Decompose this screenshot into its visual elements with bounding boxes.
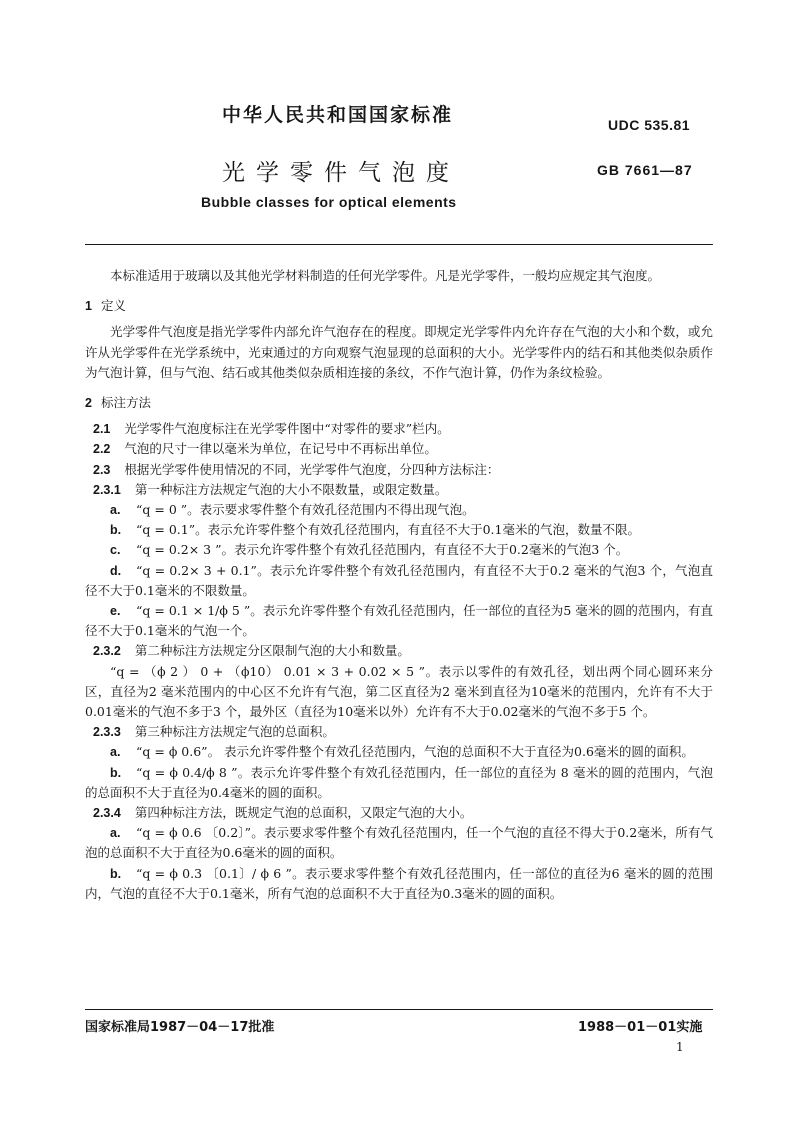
clause-number: 2.3 (93, 462, 111, 477)
clause-2-3-2-paragraph: “q = （ϕ 2 ） 0 + （ϕ10） 0.01 × 3 + 0.02 × 5 ”。表示以零件的有效孔径，划出两个同心圆环来分区，直径为2 毫米范围内的中心区不允许有气泡，第二区直径为2 毫米到直径为10毫米的范围内，允许有不大于0.01毫米的气泡不多于3 个，最外区（直径为10毫米以外）允许有不大于0.02毫米的气泡不多于5 个。 (85, 663, 713, 720)
document-title: 光学零件气泡度 (222, 160, 460, 186)
clause-2-3-1 (85, 480, 713, 500)
section-title: 定义 (100, 298, 126, 314)
section-number: 2 (85, 396, 92, 411)
item-label: e. (110, 604, 121, 619)
clause-2-1 (85, 419, 713, 439)
effective-date: 1988－01－01实施 (578, 1020, 703, 1035)
clause-number: 2.3.4 (93, 806, 121, 821)
clause-text: 根据光学零件使用情况的不同，光学零件气泡度，分四种方法标注： (124, 461, 500, 477)
section-1-paragraph: 光学零件气泡度是指光学零件内部允许气泡存在的程度。即规定光学零件内允许存在气泡的大小和个数，或允许从光学零件在光学系统中，光束通过的方向观察气泡显现的总面积的大小。光学零件内的结石和其他类似杂质作为气泡计算，但与气泡、结石或其他类似杂质相连接的条纹，不作气泡计算，仍作为条纹检验。 (85, 324, 713, 380)
footer-divider (85, 1009, 713, 1010)
item-text: “q = 0.2× 3 + 0.1”。表示允许零件整个有效孔径范围内，有直径不大于0.2 毫米的气泡3 个，气泡直径不大于0.1毫米的不限数量。 (85, 562, 713, 598)
standard-number: GB 7661—87 (597, 162, 693, 178)
section-2-heading (85, 393, 713, 413)
clause-text: 第三种标注方法规定气泡的总面积。 (134, 724, 335, 740)
list-item (85, 823, 713, 863)
section-1-heading (85, 296, 713, 316)
item-text: “q = 0.1 × 1/ϕ 5 ”。表示允许零件整个有效孔径范围内，任一部位的直径为5 毫米的圆的范围内，有直径不大于0.1毫米的气泡一个。 (85, 603, 713, 639)
approval-date: 国家标准局1987－04－17批准 (85, 1020, 275, 1035)
clause-number: 2.3.2 (93, 644, 121, 659)
issuing-organization: 中华人民共和国国家标准 (222, 104, 454, 126)
clause-text: 第一种标注方法规定气泡的大小不限数量，或限定数量。 (134, 481, 448, 497)
item-text: “q = ϕ 0.6”。 表示允许零件整个有效孔径范围内，气泡的总面积不大于直径为0.6毫米的圆的面积。 (136, 744, 694, 760)
item-label: b. (110, 765, 122, 780)
clause-2-3 (85, 460, 713, 480)
clause-text: 气泡的尺寸一律以毫米为单位，在记号中不再标出单位。 (124, 441, 437, 457)
item-text: “q = ϕ 0.6 〔0.2〕”。表示要求零件整个有效孔径范围内，任一个气泡的直径不得大于0.2毫米，所有气泡的总面积不大于直径为0.6毫米的圆的面积。 (85, 825, 713, 861)
clause-2-2 (85, 439, 713, 459)
list-item (85, 742, 713, 762)
item-text: “q = ϕ 0.4/ϕ 8 ”。表示允许零件整个有效孔径范围内，任一部位的直径为 8 毫米的圆的范围内，气泡的总面积不大于直径为0.4毫米的圆的面积。 (85, 764, 713, 800)
udc-number: UDC 535.81 (608, 117, 691, 133)
item-label: b. (110, 523, 122, 538)
clause-text: 第二种标注方法规定分区限制气泡的大小和数量。 (134, 643, 410, 659)
clause-2-3-2 (85, 641, 713, 661)
list-item (85, 763, 713, 803)
clause-number: 2.3.3 (93, 725, 121, 740)
item-label: b. (110, 866, 122, 881)
list-item (85, 520, 713, 540)
item-text: “q = 0.2× 3 ”。表示允许零件整个有效孔径范围内，有直径不大于0.2毫米的气泡3 个。 (136, 542, 629, 558)
item-text: “q = 0 ”。表示要求零件整个有效孔径范围内不得出现气泡。 (136, 502, 475, 518)
item-text: “q = 0.1”。表示允许零件整个有效孔径范围内，有直径不大于0.1毫米的气泡，数量不限。 (136, 522, 640, 538)
header-divider (85, 244, 713, 245)
list-item (85, 601, 713, 641)
clause-text: 第四种标注方法，既规定气泡的总面积，又限定气泡的大小。 (134, 805, 473, 821)
list-item (85, 561, 713, 601)
item-text: “q = ϕ 0.3 〔0.1〕/ ϕ 6 ”。表示要求零件整个有效孔径范围内，任一部位的直径为6 毫米的圆的范围内，气泡的直径不大于0.1毫米，所有气泡的总面积不大于直径为0.3毫米的圆的面积。 (85, 865, 713, 901)
list-item (85, 540, 713, 560)
document-title-english: Bubble classes for optical elements (201, 194, 457, 210)
document-body (85, 266, 713, 904)
item-label: a. (110, 503, 121, 518)
intro-paragraph: 本标准适用于玻璃以及其他光学材料制造的任何光学零件。凡是光学零件，一般均应规定其气泡度。 (110, 268, 661, 283)
section-number: 1 (85, 299, 92, 314)
page-number: 1 (676, 1040, 684, 1054)
clause-2-3-3 (85, 722, 713, 742)
item-label: c. (110, 543, 121, 558)
item-label: a. (110, 826, 121, 841)
item-label: a. (110, 745, 121, 760)
section-title: 标注方法 (100, 395, 151, 411)
clause-number: 2.2 (93, 442, 111, 457)
clause-text: 光学零件气泡度标注在光学零件图中“对零件的要求”栏内。 (124, 421, 450, 437)
list-item (85, 500, 713, 520)
item-label: d. (110, 563, 122, 578)
clause-number: 2.3.1 (93, 482, 121, 497)
clause-number: 2.1 (93, 422, 111, 437)
clause-2-3-4 (85, 803, 713, 823)
list-item (85, 864, 713, 904)
